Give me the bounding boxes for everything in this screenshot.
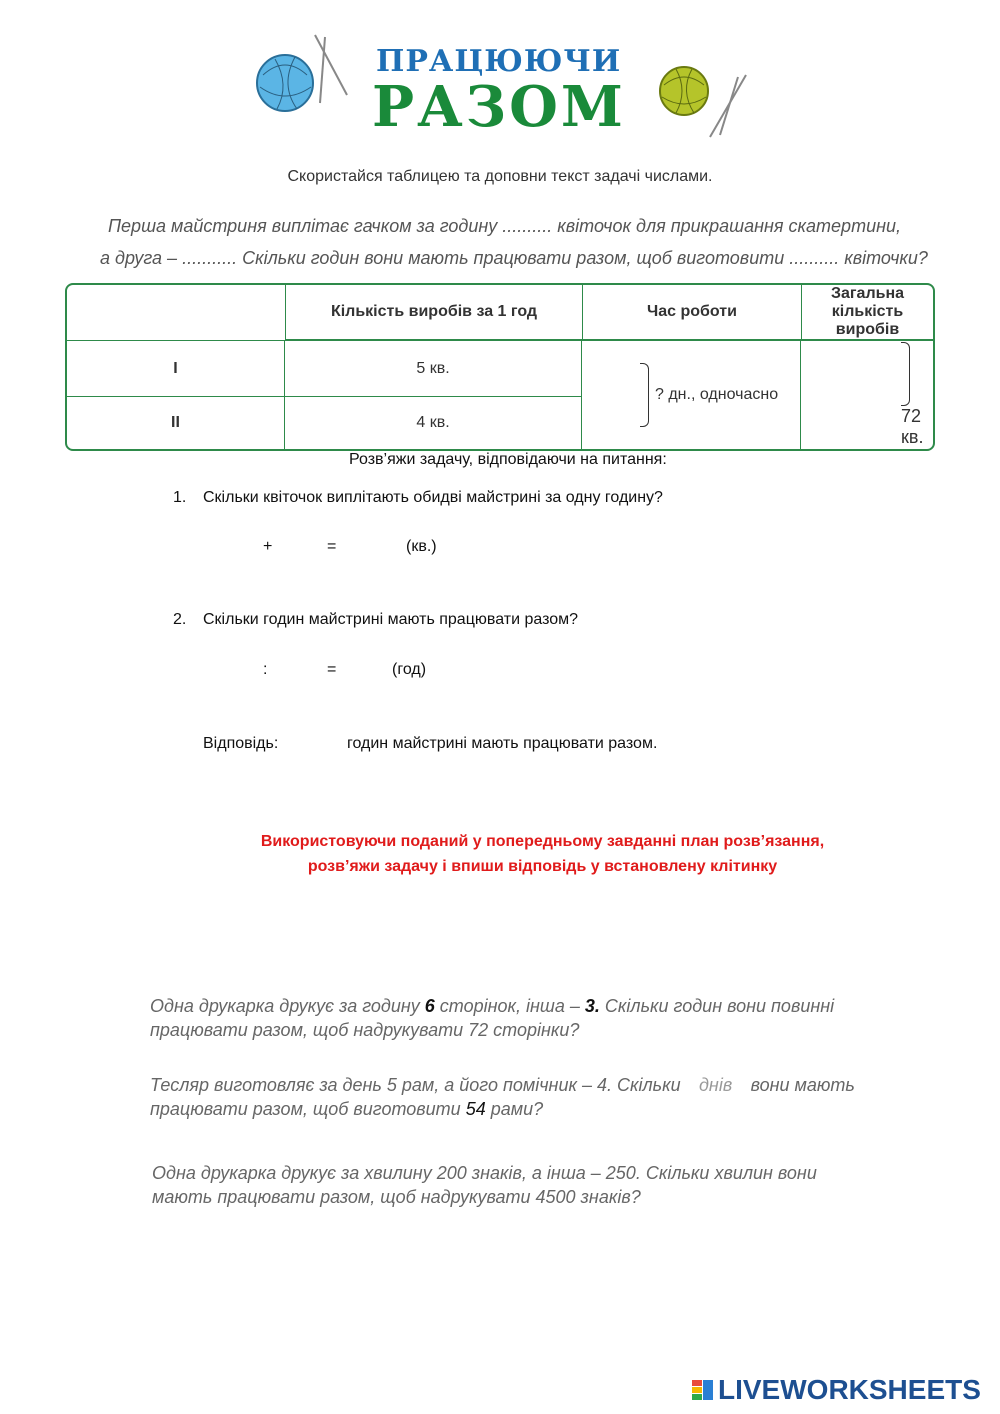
q1-number: 1. (173, 489, 187, 506)
header-empty (67, 285, 285, 340)
task-1 (150, 994, 834, 1042)
red-note-line2: розв’яжи задачу і впиши відповідь у встановлену клітинку (307, 858, 778, 875)
task-2-text: Тесляр виготовляє за день 5 рам, а його помічник – 4. Скільки (150, 1075, 686, 1095)
row-label: II (67, 397, 285, 449)
q1-input-b[interactable] (278, 536, 327, 560)
task-1-num-b: 3. (584, 996, 600, 1016)
q1-eq: = (327, 538, 337, 555)
header-total: Загальна кількість виробів (801, 285, 933, 340)
yarn-ball-green-icon (650, 45, 760, 140)
total-value: 72 кв. (901, 406, 924, 447)
task-3-line1: Одна друкарка друкує за хвилину 200 знаків, а інша – 250. Скільки хвилин вони (152, 1163, 817, 1183)
title-line2: РАЗОМ (372, 74, 626, 140)
row-rate: 4 кв. (285, 397, 582, 449)
time-value: ? дн., одночасно (655, 386, 779, 404)
q2-number: 2. (173, 611, 187, 628)
task-2 (150, 1073, 855, 1121)
liveworksheets-logo-icon (692, 1378, 716, 1407)
answer-text: годин майстрині мають працювати разом. (347, 735, 658, 752)
footer-brand[interactable]: LIVEWORKSHEETS (718, 1374, 981, 1405)
time-cell (582, 340, 801, 449)
q1-op: + (263, 538, 273, 555)
q1-unit: (кв.) (406, 538, 437, 555)
task-1-text: сторінок, інша – (434, 996, 585, 1016)
q2-eq: = (327, 661, 337, 678)
q2-unit: (год) (392, 661, 427, 678)
solve-prompt: Розв’яжи задачу, відповідаючи на питання: (349, 451, 667, 468)
q1-input-result[interactable] (345, 536, 404, 560)
task-2-text: рами? (485, 1099, 544, 1119)
q2-input-a[interactable] (210, 659, 262, 683)
task-1-text: Скільки годин вони повинні (599, 996, 835, 1016)
answer-label: Відповідь: (203, 735, 279, 752)
header-time: Час роботи (582, 285, 801, 340)
task-1-text: Одна друкарка друкує за годину (150, 996, 425, 1016)
q2-text: Скільки годин майстрині мають працювати разом? (203, 611, 579, 628)
q2-input-b[interactable] (276, 659, 328, 683)
task-2-text: працювати разом, щоб виготовити (150, 1099, 466, 1119)
task-1-num-a: 6 (424, 996, 435, 1016)
q1-text: Скільки квіточок виплітають обидві майстрині за одну годину? (203, 489, 663, 506)
task-2-text: вони мають (745, 1075, 855, 1095)
q2-input-result[interactable] (343, 659, 392, 683)
yarn-ball-blue-icon (245, 25, 355, 125)
instruction: Скористайся таблицею та доповни текст задачі числами. (287, 168, 713, 185)
title-line1: ПРАЦЮЮЧИ (376, 44, 622, 79)
task-1-answer-input[interactable] (620, 1016, 684, 1040)
total-cell (801, 340, 933, 449)
task-1-line2: працювати разом, щоб надрукувати 72 сторінки? (150, 1020, 580, 1040)
problem-line1: Перша майстриня виплітає гачком за годину .......... квіточок для прикрашання скатертини, (108, 216, 901, 236)
red-note-line1: Використовуючи поданий у попередньому завданні план розв’язання, (260, 833, 825, 850)
task-2-num-filled[interactable]: 54 (465, 1099, 486, 1119)
header-rate: Кількість виробів за 1 год (285, 285, 582, 340)
row-label: I (67, 340, 285, 397)
problem-line2: а друга – ........... Скільки годин вони мають працювати разом, щоб виготовити .......... квіточки? (100, 248, 928, 268)
task-2-unit-filled[interactable]: днів (698, 1075, 733, 1095)
q2-op: : (263, 661, 268, 678)
data-table (65, 283, 935, 451)
q1-input-a[interactable] (210, 536, 259, 560)
row-rate: 5 кв. (285, 340, 582, 397)
answer-input[interactable] (296, 733, 345, 757)
task-3-answer-input[interactable] (690, 1185, 754, 1209)
task-3-line2: мають працювати разом, щоб надрукувати 4500 знаків? (152, 1187, 641, 1207)
